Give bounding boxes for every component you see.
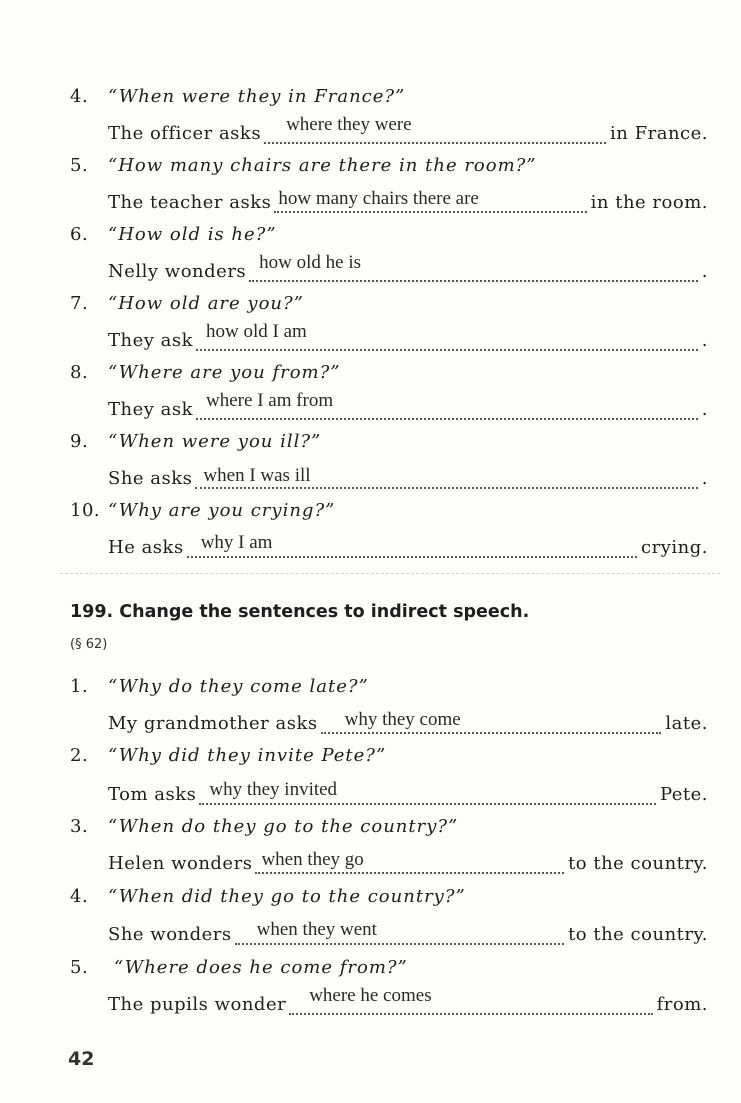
sentence-start: She wonders [108, 924, 232, 945]
direct-question: “How old are you?” [108, 293, 304, 314]
answer-line [108, 465, 708, 489]
sentence-start: My grandmother asks [108, 713, 318, 734]
page-number: 42 [68, 1048, 95, 1070]
item-number: 5. [70, 155, 89, 176]
item-number: 6. [70, 224, 89, 245]
sentence-end: late. [665, 713, 708, 734]
sentence-start: She asks [108, 468, 193, 489]
answer-line [108, 781, 708, 805]
direct-question: “Why do they come late?” [108, 676, 369, 697]
handwritten-answer: why I am [200, 532, 273, 553]
direct-question: “When do they go to the country?” [108, 816, 459, 837]
direct-question: “Where does he come from?” [114, 957, 408, 978]
item-number: 4. [70, 86, 89, 107]
answer-blank[interactable] [195, 467, 697, 489]
exercise-item [0, 957, 741, 1027]
sentence-start: They ask [108, 399, 194, 420]
item-number: 2. [70, 745, 89, 766]
sentence-end: . [701, 468, 708, 489]
handwritten-answer: why they come [344, 709, 461, 730]
answer-blank[interactable] [187, 532, 637, 558]
exercise-item [0, 676, 741, 746]
sentence-start: The pupils wonder [108, 994, 287, 1015]
direct-question: “When were they in France?” [108, 86, 406, 107]
answer-line [108, 321, 708, 351]
sentence-start: They ask [108, 330, 194, 351]
item-number: 4. [70, 886, 89, 907]
section-divider [60, 573, 720, 574]
handwritten-answer: how many chairs there are [278, 188, 479, 209]
answer-line [108, 985, 708, 1015]
sentence-start: The officer asks [108, 123, 262, 144]
sentence-start: Nelly wonders [108, 261, 247, 282]
answer-blank[interactable] [264, 114, 606, 144]
item-number: 7. [70, 293, 89, 314]
answer-line [108, 390, 708, 420]
answer-line [108, 189, 708, 213]
answer-blank[interactable] [255, 849, 564, 874]
exercise-item [0, 293, 741, 363]
sentence-end: to the country. [568, 853, 708, 874]
direct-question: “When were you ill?” [108, 431, 322, 452]
sentence-end: in the room. [590, 192, 708, 213]
answer-blank[interactable] [289, 985, 652, 1015]
sentence-end: Pete. [659, 784, 708, 805]
answer-blank[interactable] [196, 390, 698, 420]
answer-line [108, 114, 708, 144]
exercise-item [0, 224, 741, 294]
answer-blank[interactable] [249, 252, 698, 282]
exercise-item [0, 886, 741, 956]
handwritten-answer: where he comes [309, 985, 432, 1006]
sentence-start: He asks [108, 537, 184, 558]
exercise-item [0, 86, 741, 156]
answer-line [108, 252, 708, 282]
sentence-start: Tom asks [108, 784, 197, 805]
exercise-item [0, 431, 741, 501]
handwritten-answer: where I am from [206, 390, 334, 411]
direct-question: “Where are you from?” [108, 362, 341, 383]
direct-question: “Why did they invite Pete?” [108, 745, 387, 766]
sentence-end: to the country. [568, 924, 708, 945]
answer-blank[interactable] [321, 709, 662, 734]
sentence-start: Helen wonders [108, 853, 253, 874]
answer-blank[interactable] [274, 188, 586, 213]
answer-blank[interactable] [196, 321, 698, 351]
sentence-end: from. [656, 994, 708, 1015]
item-number: 1. [70, 676, 89, 697]
sentence-end: . [701, 399, 708, 420]
item-number: 10. [70, 500, 101, 521]
direct-question: “When did they go to the country?” [108, 886, 466, 907]
handwritten-answer: when they go [261, 849, 364, 870]
sentence-end: . [701, 261, 708, 282]
sentence-end: in France. [610, 123, 708, 144]
answer-line [108, 534, 708, 558]
sentence-end: crying. [641, 537, 708, 558]
direct-question: “Why are you crying?” [108, 500, 336, 521]
sentence-start: The teacher asks [108, 192, 272, 213]
sentence-end: . [701, 330, 708, 351]
handwritten-answer: when they went [256, 919, 377, 940]
handwritten-answer: how old he is [259, 252, 362, 273]
answer-blank[interactable] [235, 919, 564, 945]
answer-line [108, 710, 708, 734]
direct-question: “How old is he?” [108, 224, 277, 245]
direct-question: “How many chairs are there in the room?” [108, 155, 537, 176]
item-number: 5. [70, 957, 89, 978]
answer-line [108, 921, 708, 945]
item-number: 8. [70, 362, 89, 383]
handwritten-answer: why they invited [209, 779, 338, 800]
exercise-item [0, 362, 741, 432]
handwritten-answer: where they were [286, 114, 412, 135]
exercise-item [0, 816, 741, 886]
answer-blank[interactable] [199, 779, 656, 805]
handwritten-answer: when I was ill [203, 465, 311, 486]
item-number: 9. [70, 431, 89, 452]
handwritten-answer: how old I am [206, 321, 307, 342]
exercise-item [0, 745, 741, 815]
item-number: 3. [70, 816, 89, 837]
grammar-reference: (§ 62) [70, 637, 108, 652]
answer-line [108, 850, 708, 874]
exercise-title: 199. Change the sentences to indirect speech. [70, 602, 530, 622]
exercise-item [0, 500, 741, 570]
exercise-item [0, 155, 741, 225]
